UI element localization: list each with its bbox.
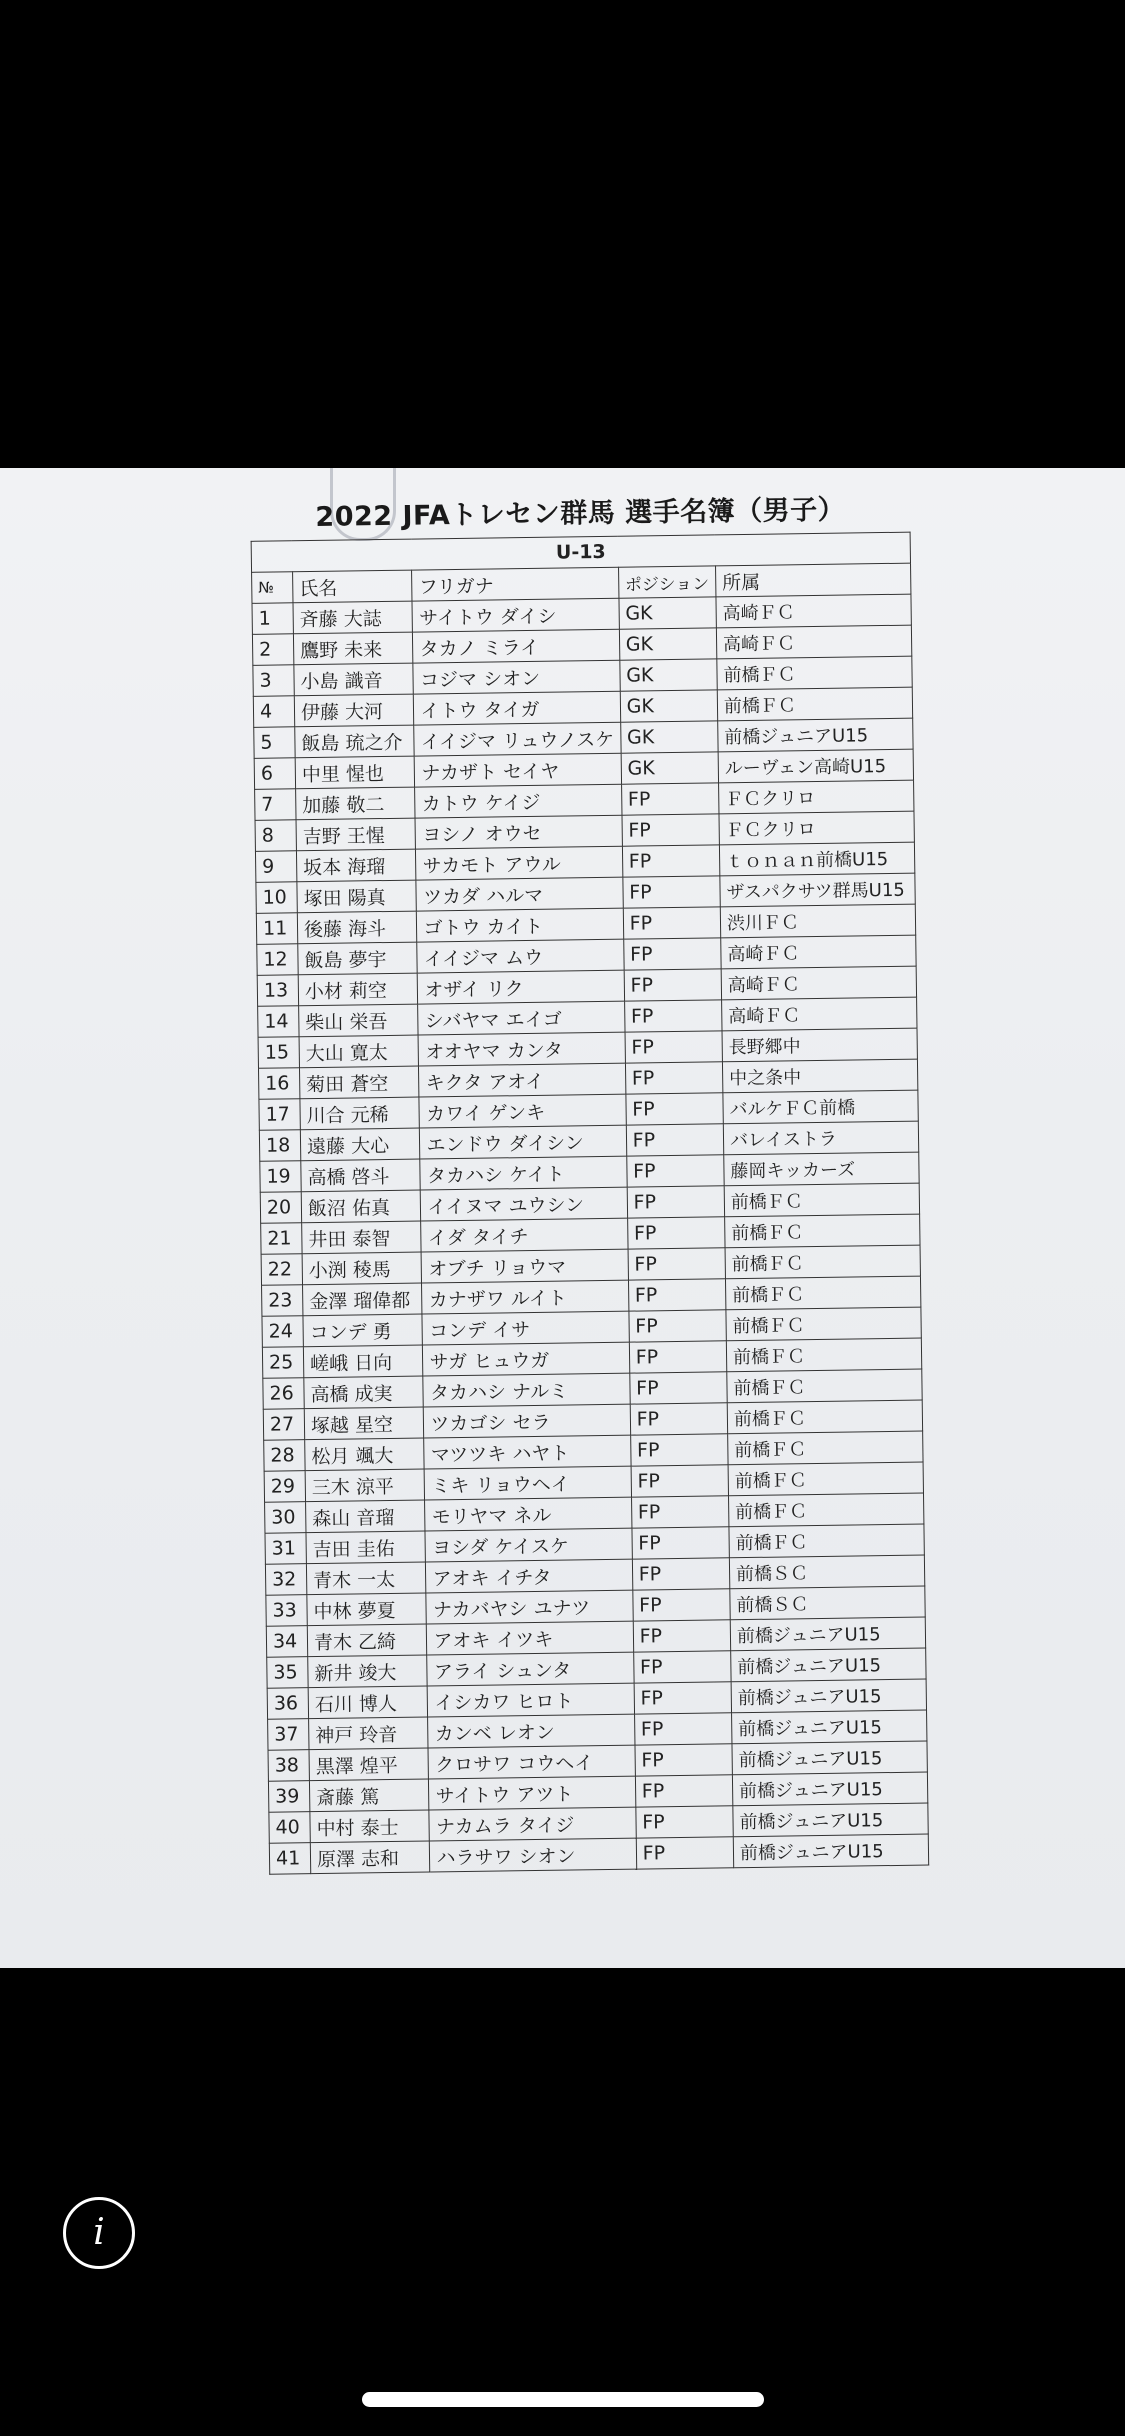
player-no: 37 bbox=[268, 1719, 309, 1751]
player-kana: コジマ シオン bbox=[413, 660, 620, 694]
player-name: 柴山 栄吾 bbox=[299, 1004, 419, 1037]
player-no: 41 bbox=[269, 1843, 310, 1875]
player-no: 36 bbox=[267, 1688, 308, 1720]
player-club: 前橋ＦＣ bbox=[725, 1245, 920, 1279]
home-indicator[interactable] bbox=[362, 2392, 764, 2407]
player-name: 高橋 啓斗 bbox=[301, 1159, 421, 1192]
player-name: 高橋 成実 bbox=[304, 1376, 424, 1409]
player-position: FP bbox=[628, 1248, 726, 1280]
player-club: 前橋ＳＣ bbox=[729, 1555, 924, 1589]
player-name: 伊藤 大河 bbox=[294, 694, 414, 727]
player-kana: サガ ヒュウガ bbox=[423, 1342, 630, 1376]
player-position: FP bbox=[632, 1558, 730, 1590]
player-no: 32 bbox=[265, 1564, 306, 1596]
player-club: 前橋ＦＣ bbox=[717, 687, 912, 721]
player-kana: ツカゴシ セラ bbox=[424, 1404, 631, 1438]
player-club: 前橋ＦＣ bbox=[728, 1462, 923, 1496]
player-name: 嵯峨 日向 bbox=[303, 1345, 423, 1378]
player-name: 原澤 志和 bbox=[310, 1841, 430, 1874]
player-no: 4 bbox=[253, 696, 294, 728]
roster-body bbox=[252, 594, 929, 1874]
player-name: 神戸 玲音 bbox=[309, 1717, 429, 1750]
player-name: 吉野 王惺 bbox=[296, 818, 416, 851]
player-name: 坂本 海瑠 bbox=[296, 849, 416, 882]
player-name: 小渕 稜馬 bbox=[302, 1252, 422, 1285]
player-name: 川合 元稀 bbox=[300, 1097, 420, 1130]
player-position: GK bbox=[620, 659, 718, 691]
player-club: バレイストラ bbox=[723, 1121, 918, 1155]
player-position: FP bbox=[633, 1651, 731, 1683]
player-club: 高崎ＦＣ bbox=[716, 625, 911, 659]
player-club: 前橋ＦＣ bbox=[725, 1214, 920, 1248]
player-club: 前橋ジュニアU15 bbox=[732, 1741, 927, 1775]
player-kana: カトウ ケイジ bbox=[415, 784, 622, 818]
player-no: 2 bbox=[252, 634, 293, 666]
player-position: FP bbox=[627, 1217, 725, 1249]
player-kana: ヨシダ ケイスケ bbox=[425, 1528, 632, 1562]
roster-table bbox=[251, 532, 930, 1875]
player-kana: エンドウ ダイシン bbox=[420, 1125, 627, 1159]
player-kana: ミキ リョウヘイ bbox=[425, 1466, 632, 1500]
player-no: 35 bbox=[267, 1657, 308, 1689]
player-no: 39 bbox=[268, 1781, 309, 1813]
player-club: 前橋ＦＣ bbox=[727, 1369, 922, 1403]
player-club: 高崎ＦＣ bbox=[721, 935, 916, 969]
player-club: 前橋ジュニアU15 bbox=[731, 1710, 926, 1744]
player-name: 青木 乙綺 bbox=[307, 1624, 427, 1657]
player-club: 前橋ＦＣ bbox=[727, 1400, 922, 1434]
info-button[interactable] bbox=[63, 2197, 135, 2269]
player-position: FP bbox=[625, 1062, 723, 1094]
player-club: 前橋ＦＣ bbox=[728, 1493, 923, 1527]
player-kana: ツカダ ハルマ bbox=[416, 877, 623, 911]
player-no: 12 bbox=[257, 944, 298, 976]
player-position: GK bbox=[620, 721, 718, 753]
player-kana: イイヌマ ユウシン bbox=[421, 1187, 628, 1221]
player-club: バルケＦＣ前橋 bbox=[723, 1090, 918, 1124]
player-club: 前橋ジュニアU15 bbox=[732, 1772, 927, 1806]
player-club: 前橋ジュニアU15 bbox=[733, 1803, 928, 1837]
player-no: 1 bbox=[252, 603, 293, 635]
player-position: FP bbox=[630, 1434, 728, 1466]
player-position: GK bbox=[620, 690, 718, 722]
player-club: ＦＣクリロ bbox=[719, 811, 914, 845]
player-name: 中里 惺也 bbox=[295, 756, 415, 789]
player-kana: オブチ リョウマ bbox=[422, 1249, 629, 1283]
player-club: 前橋ＦＣ bbox=[726, 1338, 921, 1372]
player-kana: ヨシノ オウセ bbox=[415, 815, 622, 849]
player-club: ザスパクサツ群馬U15 bbox=[720, 873, 915, 907]
player-kana: サイトウ ダイシ bbox=[412, 598, 619, 632]
player-no: 3 bbox=[253, 665, 294, 697]
player-name: 黒澤 煌平 bbox=[309, 1748, 429, 1781]
header-club: 所属 bbox=[715, 563, 910, 597]
player-kana: カワイ ゲンキ bbox=[419, 1094, 626, 1128]
player-position: FP bbox=[633, 1620, 731, 1652]
info-icon: i bbox=[93, 2212, 105, 2253]
player-no: 19 bbox=[260, 1161, 301, 1193]
player-club: 前橋ジュニアU15 bbox=[733, 1834, 928, 1868]
header-kana: フリガナ bbox=[412, 567, 619, 601]
player-no: 25 bbox=[262, 1347, 303, 1379]
player-name: 小島 識音 bbox=[294, 663, 414, 696]
player-position: FP bbox=[629, 1372, 727, 1404]
player-no: 10 bbox=[256, 882, 297, 914]
player-club: 前橋ジュニアU15 bbox=[718, 718, 913, 752]
player-name: 遠藤 大心 bbox=[300, 1128, 420, 1161]
player-club: 前橋ジュニアU15 bbox=[731, 1648, 926, 1682]
player-name: 塚田 陽真 bbox=[297, 880, 417, 913]
player-position: FP bbox=[629, 1310, 727, 1342]
player-name: 三木 涼平 bbox=[305, 1469, 425, 1502]
player-name: 飯島 琉之介 bbox=[295, 725, 415, 758]
player-no: 5 bbox=[254, 727, 295, 759]
player-no: 38 bbox=[268, 1750, 309, 1782]
player-position: FP bbox=[623, 876, 721, 908]
player-no: 18 bbox=[259, 1130, 300, 1162]
player-no: 31 bbox=[265, 1533, 306, 1565]
player-position: FP bbox=[628, 1279, 726, 1311]
player-club: 高崎ＦＣ bbox=[716, 594, 911, 628]
photo-viewer-image bbox=[0, 468, 1125, 1968]
player-kana: イイジマ リュウノスケ bbox=[414, 722, 621, 756]
player-name: 石川 博人 bbox=[308, 1686, 428, 1719]
player-no: 27 bbox=[263, 1409, 304, 1441]
player-club: 高崎ＦＣ bbox=[721, 966, 916, 1000]
player-position: FP bbox=[636, 1837, 734, 1869]
player-kana: コンデ イサ bbox=[422, 1311, 629, 1345]
player-kana: カンベ レオン bbox=[428, 1714, 635, 1748]
player-position: FP bbox=[636, 1806, 734, 1838]
player-no: 28 bbox=[264, 1440, 305, 1472]
player-name: 松月 颯大 bbox=[305, 1438, 425, 1471]
player-no: 26 bbox=[263, 1378, 304, 1410]
player-position: FP bbox=[626, 1124, 724, 1156]
player-kana: ナカムラ タイジ bbox=[429, 1807, 636, 1841]
player-no: 6 bbox=[254, 758, 295, 790]
player-club: 中之条中 bbox=[722, 1059, 917, 1093]
player-position: GK bbox=[619, 628, 717, 660]
player-no: 24 bbox=[262, 1316, 303, 1348]
player-kana: タカハシ ケイト bbox=[420, 1156, 627, 1190]
player-name: 金澤 瑠偉都 bbox=[303, 1283, 423, 1316]
player-club: 前橋ジュニアU15 bbox=[730, 1617, 925, 1651]
player-position: FP bbox=[634, 1713, 732, 1745]
player-no: 17 bbox=[259, 1099, 300, 1131]
player-position: FP bbox=[631, 1496, 729, 1528]
group-label: U-13 bbox=[251, 532, 910, 572]
player-club: 高崎ＦＣ bbox=[722, 997, 917, 1031]
player-name: 塚越 星空 bbox=[304, 1407, 424, 1440]
player-no: 11 bbox=[256, 913, 297, 945]
player-no: 33 bbox=[266, 1595, 307, 1627]
player-no: 8 bbox=[255, 820, 296, 852]
player-no: 30 bbox=[265, 1502, 306, 1534]
player-position: FP bbox=[621, 783, 719, 815]
player-no: 14 bbox=[258, 1006, 299, 1038]
player-name: 加藤 敬二 bbox=[296, 787, 416, 820]
player-kana: ゴトウ カイト bbox=[417, 908, 624, 942]
player-kana: ハラサワ シオン bbox=[430, 1838, 637, 1872]
player-no: 15 bbox=[258, 1037, 299, 1069]
player-kana: ナカザト セイヤ bbox=[415, 753, 622, 787]
player-position: FP bbox=[634, 1682, 732, 1714]
player-kana: マツツキ ハヤト bbox=[424, 1435, 631, 1469]
roster-document bbox=[240, 487, 939, 1875]
player-position: FP bbox=[630, 1403, 728, 1435]
player-kana: オオヤマ カンタ bbox=[419, 1032, 626, 1066]
player-position: FP bbox=[626, 1093, 724, 1125]
player-position: FP bbox=[627, 1186, 725, 1218]
player-club: 前橋ジュニアU15 bbox=[731, 1679, 926, 1713]
player-position: FP bbox=[635, 1744, 733, 1776]
player-club: ＦＣクリロ bbox=[718, 780, 913, 814]
player-name: 飯沼 佑真 bbox=[301, 1190, 421, 1223]
player-club: 前橋ＦＣ bbox=[724, 1183, 919, 1217]
player-club: 藤岡キッカーズ bbox=[724, 1152, 919, 1186]
player-name: 後藤 海斗 bbox=[297, 911, 417, 944]
player-position: FP bbox=[625, 1031, 723, 1063]
player-name: コンデ 勇 bbox=[303, 1314, 423, 1347]
player-name: 飯島 夢宇 bbox=[298, 942, 418, 975]
player-position: FP bbox=[629, 1341, 727, 1373]
player-club: 前橋ＳＣ bbox=[730, 1586, 925, 1620]
player-kana: キクタ アオイ bbox=[419, 1063, 626, 1097]
player-position: GK bbox=[619, 597, 717, 629]
player-name: 斉藤 大誌 bbox=[293, 601, 413, 634]
player-club: 前橋ＦＣ bbox=[726, 1307, 921, 1341]
player-kana: イイジマ ムウ bbox=[417, 939, 624, 973]
player-position: FP bbox=[623, 938, 721, 970]
player-kana: イトウ タイガ bbox=[414, 691, 621, 725]
player-name: 大山 寛太 bbox=[299, 1035, 419, 1068]
player-kana: ナカバヤシ ユナツ bbox=[426, 1590, 633, 1624]
player-kana: イダ タイチ bbox=[421, 1218, 628, 1252]
player-position: FP bbox=[633, 1589, 731, 1621]
header-position: ポジション bbox=[618, 566, 716, 598]
player-kana: イシカワ ヒロト bbox=[428, 1683, 635, 1717]
player-no: 23 bbox=[262, 1285, 303, 1317]
header-no: № bbox=[252, 572, 293, 604]
player-no: 20 bbox=[260, 1192, 301, 1224]
player-no: 21 bbox=[261, 1223, 302, 1255]
player-kana: アオキ イツキ bbox=[427, 1621, 634, 1655]
header-name: 氏名 bbox=[293, 570, 413, 603]
player-name: 鷹野 未来 bbox=[293, 632, 413, 665]
player-kana: モリヤマ ネル bbox=[425, 1497, 632, 1531]
player-kana: サカモト アウル bbox=[416, 846, 623, 880]
player-position: FP bbox=[622, 814, 720, 846]
player-club: 前橋ＦＣ bbox=[728, 1431, 923, 1465]
player-club: 長野郷中 bbox=[722, 1028, 917, 1062]
player-club: 渋川ＦＣ bbox=[720, 904, 915, 938]
player-no: 13 bbox=[257, 975, 298, 1007]
player-kana: アライ シュンタ bbox=[427, 1652, 634, 1686]
player-no: 29 bbox=[264, 1471, 305, 1503]
player-name: 吉田 圭佑 bbox=[306, 1531, 426, 1564]
player-name: 斎藤 篤 bbox=[309, 1779, 429, 1812]
player-no: 40 bbox=[269, 1812, 310, 1844]
player-position: FP bbox=[623, 907, 721, 939]
player-kana: シバヤマ エイゴ bbox=[418, 1001, 625, 1035]
player-kana: タカノ ミライ bbox=[413, 629, 620, 663]
player-no: 9 bbox=[255, 851, 296, 883]
player-position: GK bbox=[621, 752, 719, 784]
player-name: 森山 音瑠 bbox=[306, 1500, 426, 1533]
player-position: FP bbox=[626, 1155, 724, 1187]
player-kana: カナザワ ルイト bbox=[422, 1280, 629, 1314]
player-name: 青木 一太 bbox=[306, 1562, 426, 1595]
player-kana: オザイ リク bbox=[418, 970, 625, 1004]
player-club: 前橋ＦＣ bbox=[729, 1524, 924, 1558]
player-club: ルーヴェン高崎U15 bbox=[718, 749, 913, 783]
player-position: FP bbox=[632, 1527, 730, 1559]
player-club: 前橋ＦＣ bbox=[717, 656, 912, 690]
player-no: 7 bbox=[255, 789, 296, 821]
player-position: FP bbox=[624, 1000, 722, 1032]
player-club: 前橋ＦＣ bbox=[725, 1276, 920, 1310]
player-name: 新井 竣大 bbox=[308, 1655, 428, 1688]
player-name: 中林 夢夏 bbox=[307, 1593, 427, 1626]
player-kana: クロサワ コウヘイ bbox=[428, 1745, 635, 1779]
player-name: 小材 莉空 bbox=[298, 973, 418, 1006]
player-no: 22 bbox=[261, 1254, 302, 1286]
player-position: FP bbox=[631, 1465, 729, 1497]
player-name: 菊田 蒼空 bbox=[299, 1066, 419, 1099]
player-position: FP bbox=[622, 845, 720, 877]
player-no: 16 bbox=[258, 1068, 299, 1100]
player-kana: アオキ イチタ bbox=[426, 1559, 633, 1593]
player-club: ｔｏｎａｎ前橋U15 bbox=[719, 842, 914, 876]
player-name: 中村 泰士 bbox=[310, 1810, 430, 1843]
player-kana: タカハシ ナルミ bbox=[423, 1373, 630, 1407]
player-position: FP bbox=[635, 1775, 733, 1807]
player-position: FP bbox=[624, 969, 722, 1001]
document-title: 2022 JFAトレセン群馬 選手名簿（男子） bbox=[315, 494, 846, 533]
player-kana: サイトウ アツト bbox=[429, 1776, 636, 1810]
player-name: 井田 泰智 bbox=[302, 1221, 422, 1254]
player-no: 34 bbox=[266, 1626, 307, 1658]
